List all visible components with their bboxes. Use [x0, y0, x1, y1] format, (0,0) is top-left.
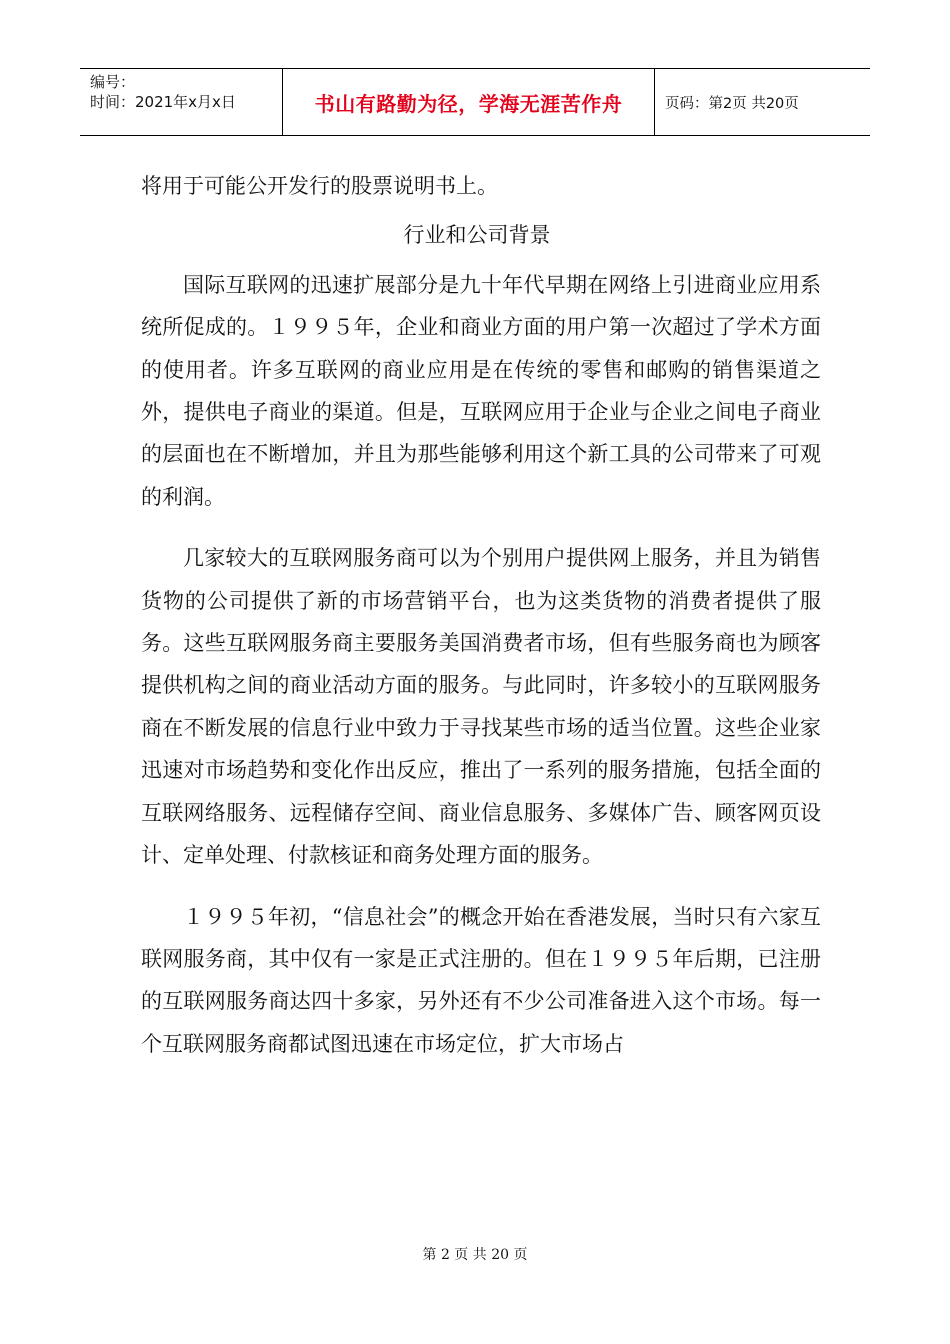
page-header	[80, 68, 870, 136]
body-paragraph: １９９５年初，“信息社会”的概念开始在香港发展，当时只有六家互联网服务商，其中仅有一家是正式注册的。但在１９９５年后期，已注册的互联网服务商达四十多家，另外还有不少公司准备进入这个市场。每一个互联网服务商都试图迅速在市场定位，扩大市场占	[141, 904, 821, 1056]
header-page-info: 页码：第2页 共20页	[665, 95, 799, 112]
document-body	[141, 165, 821, 1065]
section-title: 行业和公司背景	[403, 223, 551, 248]
continued-line: 将用于可能公开发行的股票说明书上。	[141, 174, 498, 198]
header-meta-cell	[80, 69, 283, 135]
body-paragraph: 国际互联网的迅速扩展部分是九十年代早期在网络上引进商业应用系统所促成的。１９９５年，企业和商业方面的用户第一次超过了学术方面的使用者。许多互联网的商业应用是在传统的零售和邮购的销售渠道之外，提供电子商业的渠道。但是，互联网应用于企业与企业之间电子商业的层面也在不断增加，并且为那些能够利用这个新工具的公司带来了可观的利润。	[141, 272, 821, 509]
header-motto: 书山有路勤为径，学海无涯苦作舟	[283, 69, 655, 135]
document-date: 时间：2021年x月x日	[90, 93, 236, 111]
page-footer: 第 2 页 共 20 页	[422, 1247, 528, 1263]
body-paragraph: 几家较大的互联网服务商可以为个别用户提供网上服务，并且为销售货物的公司提供了新的市场营销平台，也为这类货物的消费者提供了服务。这些互联网服务商主要服务美国消费者市场，但有些服务商也为顾客提供机构之间的商业活动方面的服务。与此同时，许多较小的互联网服务商在不断发展的信息行业中致力于寻找某些市场的适当位置。这些企业家迅速对市场趋势和变化作出反应，推出了一系列的服务措施，包括全面的互联网络服务、远程储存空间、商业信息服务、多媒体广告、顾客网页设计、定单处理、付款核证和商务处理方面的服务。	[141, 546, 821, 868]
document-number-label: 编号：	[90, 73, 136, 91]
